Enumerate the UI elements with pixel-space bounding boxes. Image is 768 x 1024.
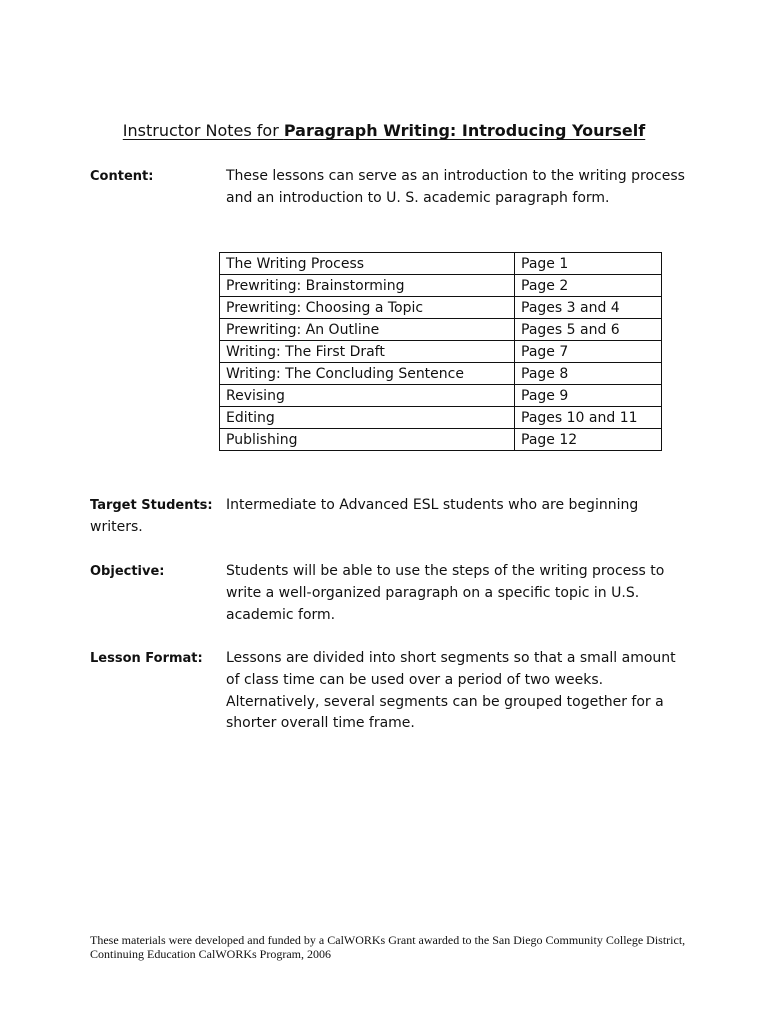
lesson-page-cell: Page 12 bbox=[515, 429, 662, 451]
lesson-page-cell: Page 7 bbox=[515, 341, 662, 363]
lesson-name-cell: Prewriting: Choosing a Topic bbox=[220, 297, 515, 319]
target-students-row bbox=[90, 497, 638, 513]
table-row bbox=[220, 429, 662, 451]
table-row bbox=[220, 253, 662, 275]
lesson-page-cell: Pages 3 and 4 bbox=[515, 297, 662, 319]
lesson-name-cell: Prewriting: An Outline bbox=[220, 319, 515, 341]
document-title bbox=[0, 121, 768, 140]
lesson-name-cell: Editing bbox=[220, 407, 515, 429]
target-students-label: Target Students: bbox=[90, 498, 213, 513]
lesson-page-cell: Pages 10 and 11 bbox=[515, 407, 662, 429]
footer-note: These materials were developed and funded by a CalWORKs Grant awarded to the San Diego Community College District, Continuing Education CalWORKs Program, 2006 bbox=[90, 933, 686, 961]
lesson-page-cell: Page 2 bbox=[515, 275, 662, 297]
objective-text: Students will be able to use the steps of the writing process to write a well-organized paragraph on a specific topic in U.S. academic form. bbox=[226, 563, 665, 623]
title-bold: Paragraph Writing: Introducing Yourself bbox=[283, 121, 646, 140]
table-row bbox=[220, 407, 662, 429]
table-row bbox=[220, 319, 662, 341]
lesson-name-cell: Publishing bbox=[220, 429, 515, 451]
lesson-page-cell: Pages 5 and 6 bbox=[515, 319, 662, 341]
table-row bbox=[220, 363, 662, 385]
objective-label: Objective: bbox=[90, 564, 165, 579]
lesson-name-cell: Revising bbox=[220, 385, 515, 407]
content-label: Content: bbox=[90, 169, 154, 184]
target-students-text-cont: writers. bbox=[90, 519, 143, 535]
content-text: These lessons can serve as an introduction to the writing process and an introduction to U. S. academic paragraph form. bbox=[226, 168, 685, 206]
lesson-name-cell: The Writing Process bbox=[220, 253, 515, 275]
lesson-format-label: Lesson Format: bbox=[90, 651, 203, 666]
lesson-name-cell: Prewriting: Brainstorming bbox=[220, 275, 515, 297]
table-row bbox=[220, 275, 662, 297]
table-row bbox=[220, 341, 662, 363]
lesson-page-cell: Page 9 bbox=[515, 385, 662, 407]
lesson-page-cell: Page 1 bbox=[515, 253, 662, 275]
table-row bbox=[220, 297, 662, 319]
table-row bbox=[220, 385, 662, 407]
title-prefix: Instructor Notes for bbox=[122, 121, 284, 140]
lesson-page-cell: Page 8 bbox=[515, 363, 662, 385]
target-students-text: Intermediate to Advanced ESL students who are beginning bbox=[226, 497, 639, 513]
lesson-name-cell: Writing: The First Draft bbox=[220, 341, 515, 363]
lessons-table bbox=[219, 252, 662, 451]
lesson-format-text: Lessons are divided into short segments so that a small amount of class time can be used over a period of two weeks. Alternatively, several segments can be grouped together for a shorter overall time frame. bbox=[226, 650, 676, 732]
lesson-name-cell: Writing: The Concluding Sentence bbox=[220, 363, 515, 385]
